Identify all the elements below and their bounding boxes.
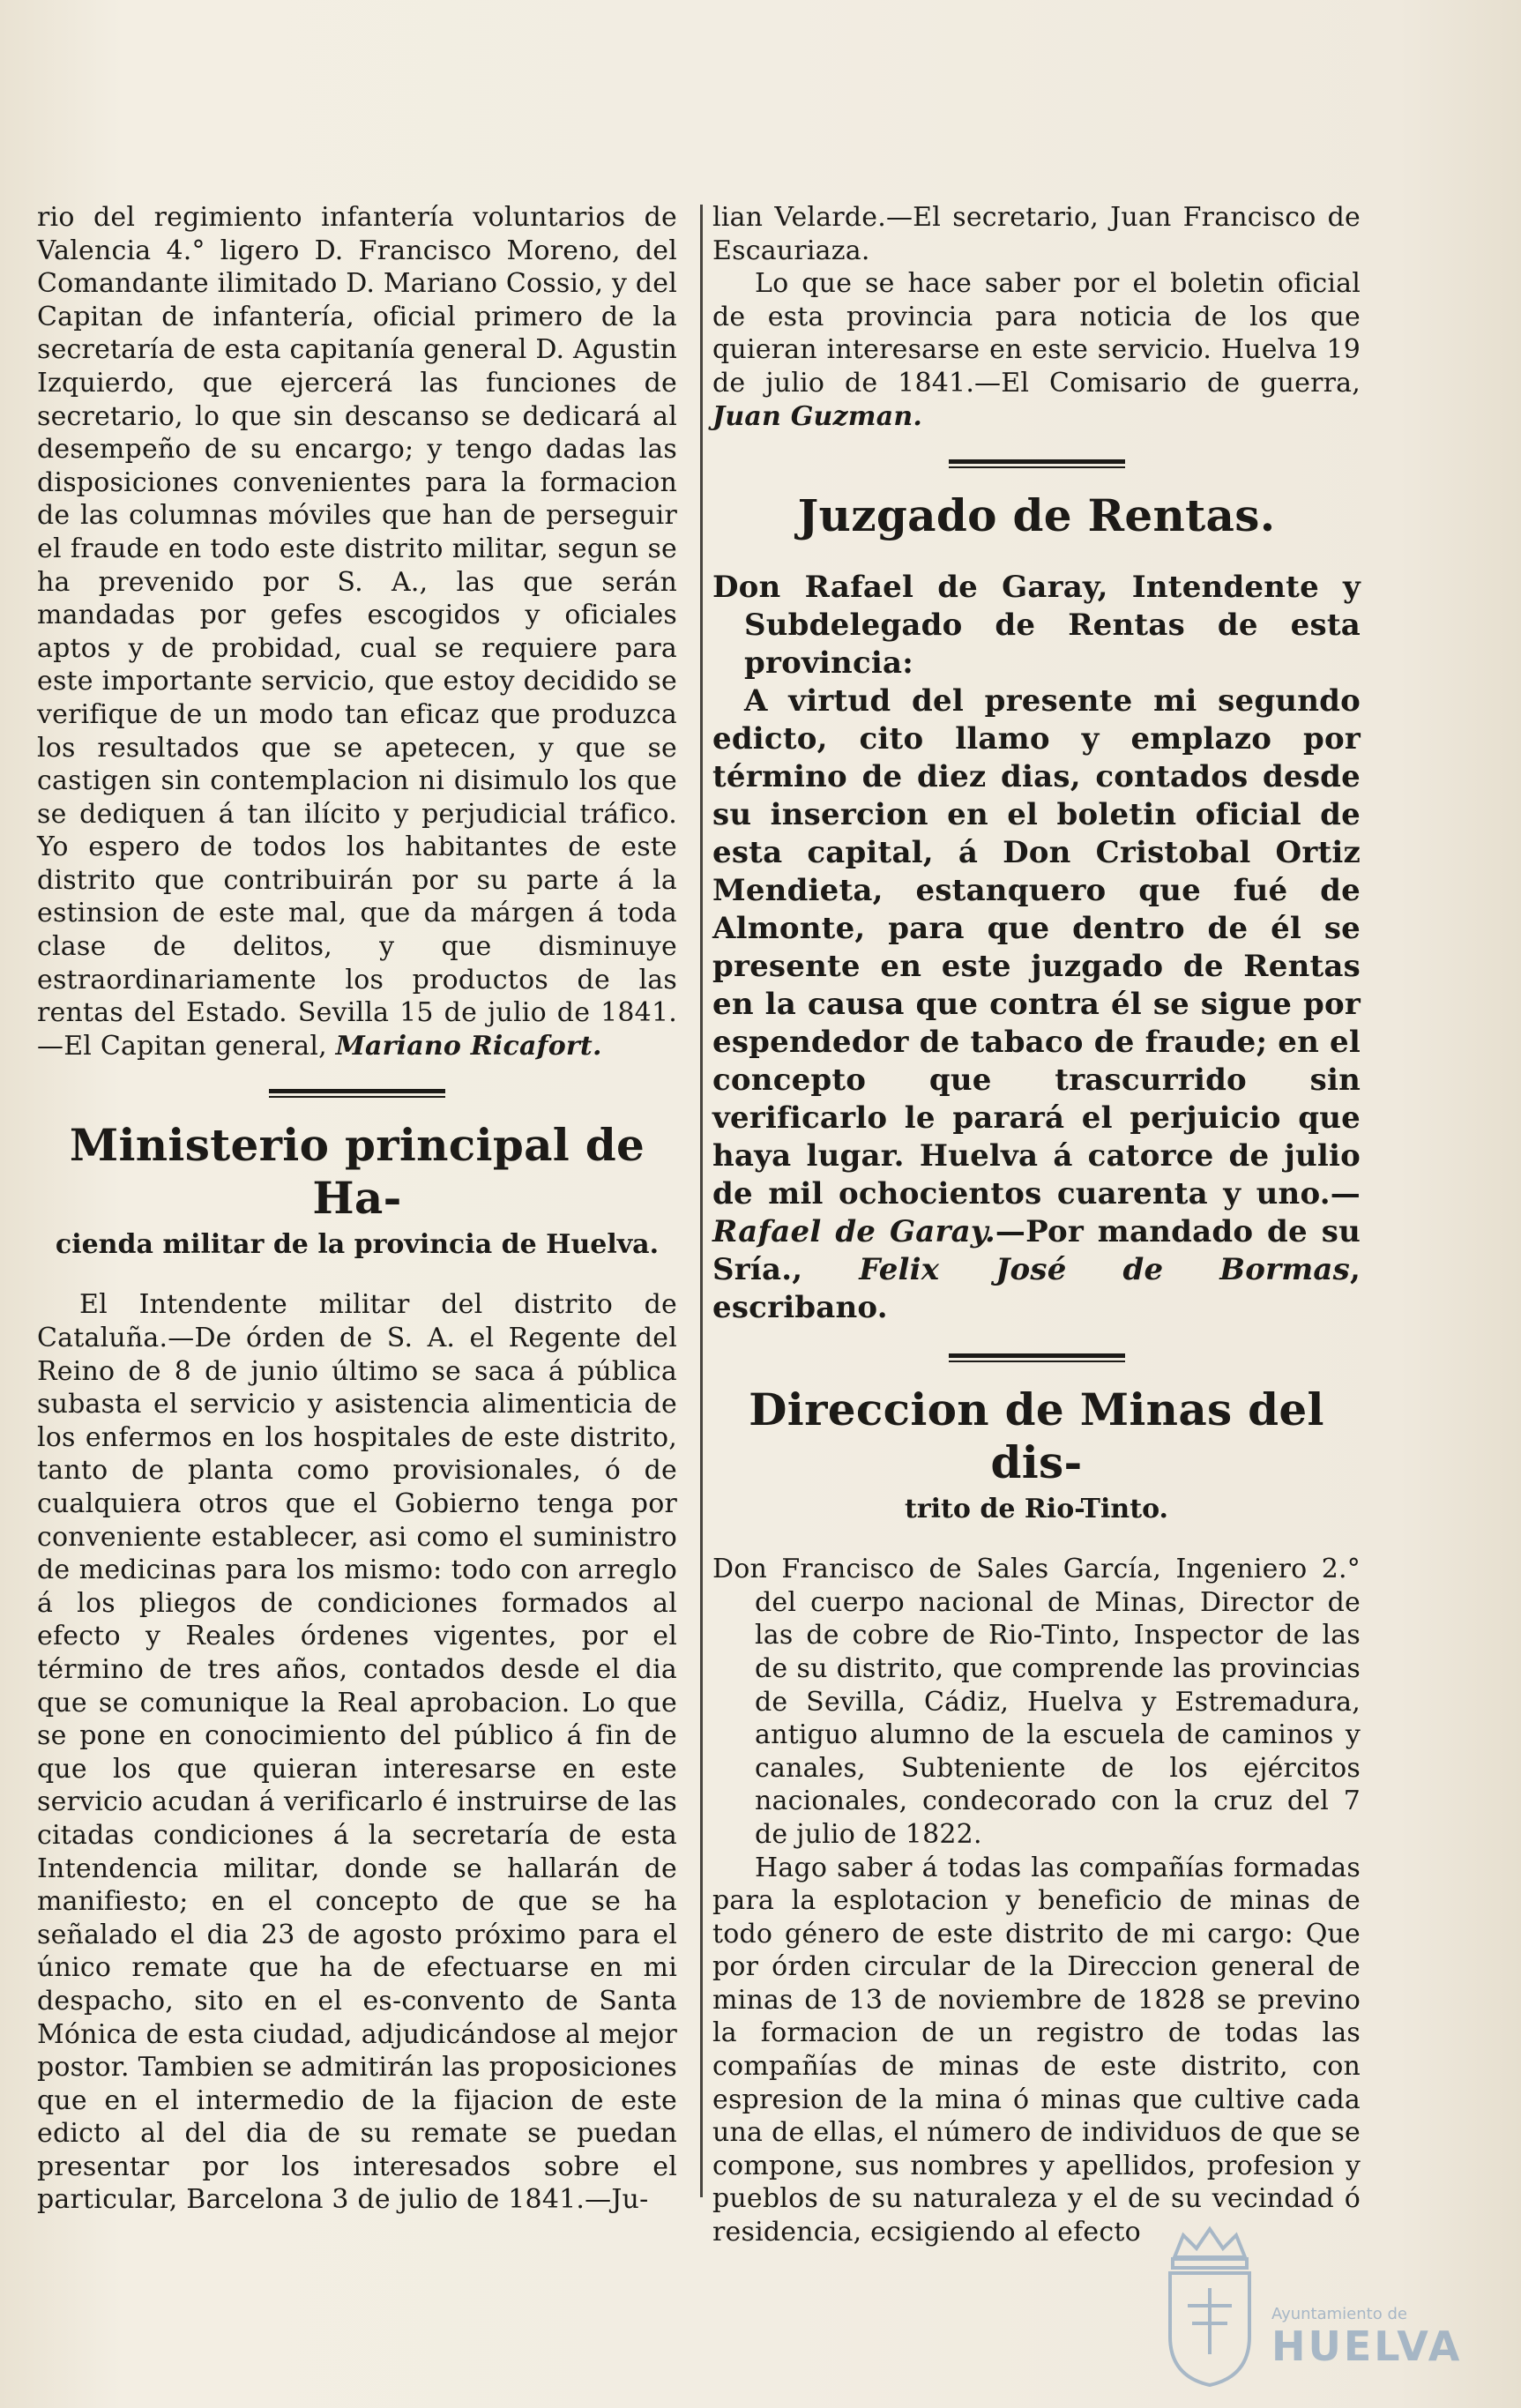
juzgado-body-text: A virtud del presente mi segundo edicto, cito llamo y emplazo por término de diez dias, contados desde su insercion en el boletin oficial de esta capital, á Don Cristobal Ortiz Mendieta, estanquero que fué de Almonte, para que dentro de él se presente en este juzgado de Rentas en la causa que contra él se sigue por espendedor de tabaco de fraude; en el concepto que trascurrido sin verificarlo le parará el perjuicio que haya lugar. Huelva á catorce de julio de mil ochocientos cuarenta y uno.— xyxy=(712,683,1361,1212)
watermark-line1: Ayuntamiento de xyxy=(1271,2305,1407,2323)
left-continuation-text xyxy=(37,201,677,1062)
ministerio-body: El Intendente militar del distrito de Cataluña.—De órden de S. A. el Regente del Reino de 8 de junio último se saca á pública subasta el servicio y asistencia alimenticia de los enfermos en los hospitales de este distrito, tanto de planta como provisionales, ó de cualquiera otros que el Gobierno tenga por conveniente establecer, asi como el suministro de medicinas para los mismo: todo con arreglo á los pliegos de condiciones formados al efecto y Reales órdenes vigentes, por el término de tres años, contados desde el dia que se comunique la Real aprobacion. Lo que se pone en conocimiento del público á fin de que los que quieran interesarse en este servicio acudan á verificarlo é instruirse de las citadas condiciones á la secretaría de esta Intendencia militar, donde se hallarán de manifiesto; en el concepto de que se ha señalado el dia 23 de agosto próximo para el único remate que ha de efectuarse en mi despacho, sito en el es-convento de Santa Mónica de esta ciudad, adjudicándose al mejor postor. Tambien se admitirán las proposiciones que en el intermedio de la fijacion de este edicto al del dia de su remate se puedan presentar por los interesados sobre el particular, Barcelona 3 de julio de 1841.—Ju- xyxy=(37,1289,677,2216)
section-subheading-ministerio: cienda militar de la provincia de Huelva. xyxy=(55,1229,660,1261)
section-heading-minas: Direccion de Minas del dis- xyxy=(749,1383,1324,1489)
right-column xyxy=(712,201,1361,2249)
left-column xyxy=(37,201,677,2217)
signature-bormas: Felix José de Bormas xyxy=(859,1252,1350,1288)
juzgado-body xyxy=(712,682,1361,1327)
section-heading-ministerio: Ministerio principal de Ha- xyxy=(69,1119,645,1225)
notice-text xyxy=(712,267,1361,433)
section-subheading-minas: trito de Rio-Tinto. xyxy=(904,1494,1169,1525)
section-separator xyxy=(269,1089,445,1098)
notice-body: Lo que se hace saber por el boletin oficial de esta provincia para noticia de los que quieran interesarse en este servicio. Huelva 19 de julio de 1841.—El Comisario de guerra, xyxy=(712,268,1361,399)
minas-body: Hago saber á todas las compañías formadas para la esplotacion y beneficio de minas de todo género de este distrito de mi cargo: Que por órden circular de la Direccion general de minas de 13 de noviembre de 1828 se previno la formacion de un registro de todas las compañías de minas de este distrito, con espresion de la mina ó minas que cultive cada una de ellas, el número de individuos de que se compone, sus nombres y apellidos, profesion y pueblos de su naturaleza y el de su vecindad ó residencia, ecsigiendo al efecto xyxy=(712,1852,1361,2248)
section-separator xyxy=(949,459,1125,468)
minas-intro: Don Francisco de Sales García, Ingeniero 2.° del cuerpo nacional de Minas, Director de las de cobre de Rio-Tinto, Inspector de las de su distrito, que comprende las provincias de Sevilla, Cádiz, Huelva y Estremadura, antiguo alumno de la escuela de caminos y canales, Subteniente de los ejércitos nacionales, condecorado con la cruz del 7 de julio de 1822. xyxy=(712,1554,1361,1850)
section-separator xyxy=(949,1353,1125,1362)
column-divider xyxy=(700,205,703,2197)
signature-guzman: Juan Guzman. xyxy=(712,400,923,432)
ayuntamiento-watermark xyxy=(1148,2222,1465,2398)
continuation-body: rio del regimiento infantería voluntarios de Valencia 4.° ligero D. Francisco Moreno, del Comandante ilimitado D. Mariano Cossio, y del Capitan de infantería, oficial primero de la secretaría de esta capitanía general D. Agustin Izquierdo, que ejercerá las funciones de secretario, lo que sin descanso se dedicará al desempeño de su encargo; y tengo dadas las disposiciones convenientes para la formacion de las columnas móviles que han de perseguir el fraude en todo este distrito militar, segun se ha prevenido por S. A., las que serán mandadas por gefes escogidos y oficiales aptos y de probidad, cual se requiere para este importante servicio, que estoy decidido se verifique de un modo tan eficaz que produzca los resultados que se apetecen, y que se castigen sin contemplacion ni disimulo los que se dediquen á tan ilícito y perjudicial tráfico. Yo espero de todos los habitantes de este distrito que contribuirán por su parte á la estinsion de este mal, que da márgen á toda clase de delitos, y que disminuye estraordinariamente los productos de las rentas del Estado. Sevilla 15 de julio de 1841.—El Capitan general, xyxy=(37,202,677,1062)
juzgado-mandado: —Por mandado de su Sría., xyxy=(712,1214,1361,1288)
juzgado-tail: , escribano. xyxy=(712,1252,1361,1326)
right-continuation-text: lian Velarde.—El secretario, Juan Francisco de Escauriaza. xyxy=(712,202,1361,266)
signature-garay: Rafael de Garay. xyxy=(712,1214,995,1250)
juzgado-intro: Don Rafael de Garay, Intendente y Subdelegado de Rentas de esta provincia: xyxy=(712,570,1361,682)
crest-icon xyxy=(1157,2222,1263,2389)
signature-ricafort: Mariano Ricafort. xyxy=(335,1030,602,1062)
watermark-line2: HUELVA xyxy=(1271,2322,1463,2370)
section-heading-juzgado: Juzgado de Rentas. xyxy=(797,489,1276,542)
